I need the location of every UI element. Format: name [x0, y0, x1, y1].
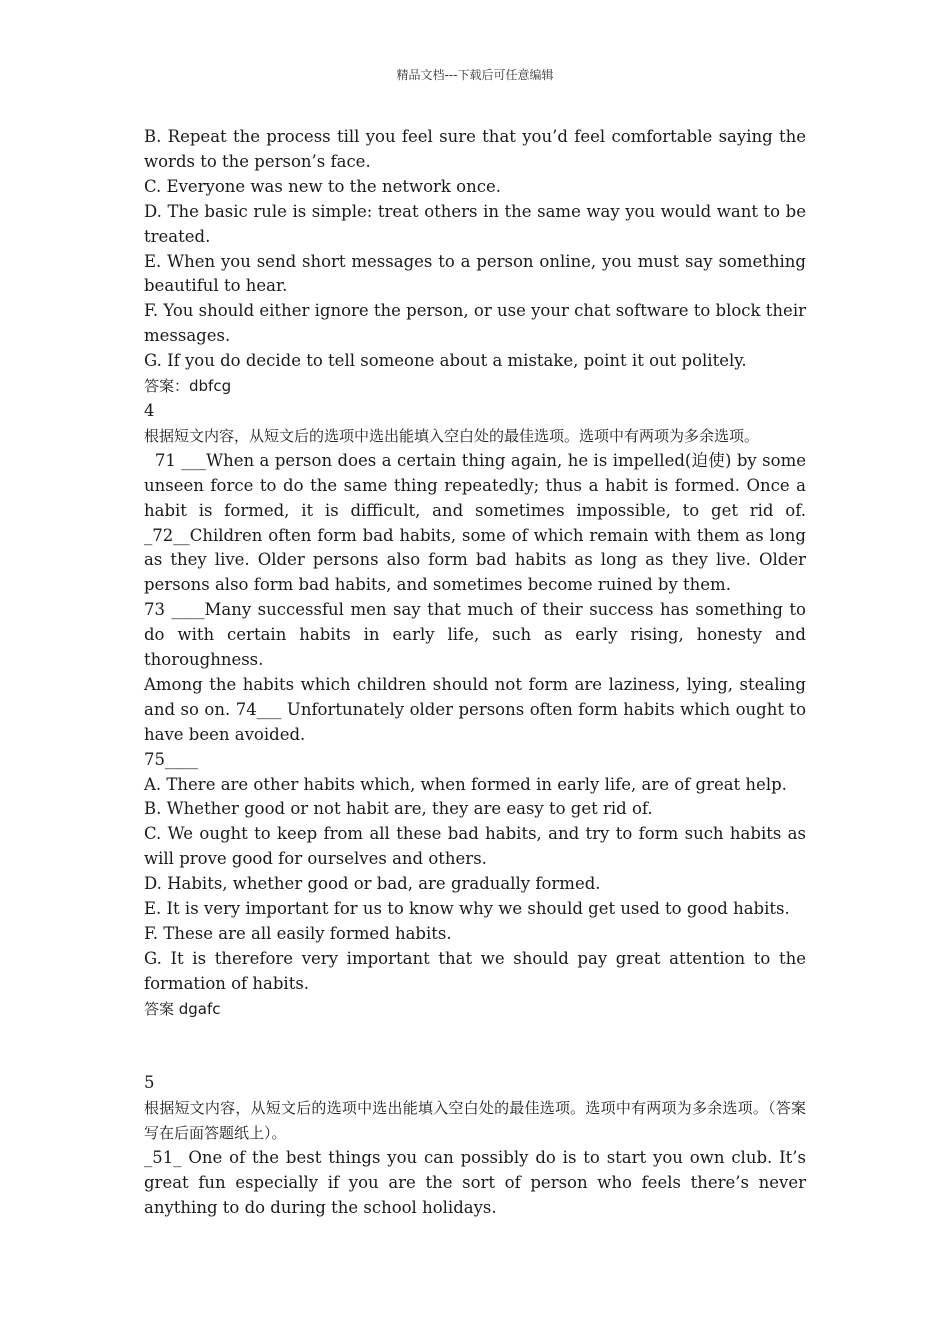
option-c: C. Everyone was new to the network once. [144, 176, 501, 196]
option-e: E. When you send short messages to a person online, you must say something beautiful to hear. [144, 251, 806, 296]
passage-4-para-1: 71 ___When a person does a certain thing again, he is impelled(迫使) by some unseen force to do the same thing repeatedly; thus a habit is formed. Once a habit is formed, it is difficult, and sometimes impossible, to get rid of. _72__Children often form bad habits, some of which remain with them as long as they live. Older persons also form bad habits as long as they live. Older persons also form bad habits, and sometimes become ruined by them. [144, 450, 812, 595]
passage-4-para-2: 73 ____Many successful men say that much of their success has something to do with certain habits in early life, such as early rising, honesty and thoroughness. [144, 600, 806, 670]
option-c: C. We ought to keep from all these bad habits, and try to form such habits as will prove good for ourselves and others. [144, 824, 806, 869]
option-g: G. If you do decide to tell someone about a mistake, point it out politely. [144, 351, 747, 371]
passage-4-para-3: Among the habits which children should not form are laziness, lying, stealing and so on. 74___ Unfortunately older persons often form habits which ought to have been avoided. [144, 674, 806, 744]
option-d: D. The basic rule is simple: treat others in the same way you would want to be treated. [144, 201, 806, 246]
instruction-5: 根据短文内容，从短文后的选项中选出能填入空白处的最佳选项。选项中有两项为多余选项。（答案写在后面答题纸上）。 [144, 1099, 806, 1143]
answer-3: 答案：dbfcg [144, 377, 232, 396]
passage-4-para-4: 75____ [144, 749, 198, 769]
option-f: F. You should either ignore the person, or use your chat software to block their messages. [144, 301, 806, 346]
option-g: G. It is therefore very important that we should pay great attention to the formation of habits. [144, 948, 806, 993]
option-e: E. It is very important for us to know why we should get used to good habits. [144, 899, 790, 919]
spacer [144, 1022, 806, 1072]
option-d: D. Habits, whether good or bad, are gradually formed. [144, 874, 601, 894]
option-b: B. Repeat the process till you feel sure that you’d feel comfortable saying the words to the person’s face. [144, 127, 806, 171]
passage-5-para-1: _51_ One of the best things you can possibly do is to start you own club. It’s great fun especially if you are the sort of person who feels there’s never anything to do during the school holidays. [144, 1148, 806, 1217]
instruction-4: 根据短文内容，从短文后的选项中选出能填入空白处的最佳选项。选项中有两项为多余选项。 [144, 426, 760, 445]
page-header: 精品文档---下载后可任意编辑 [396, 68, 554, 82]
option-f: F. These are all easily formed habits. [144, 924, 452, 943]
section-number-4: 4 [144, 400, 155, 420]
option-a: A. There are other habits which, when formed in early life, are of great help. [144, 774, 787, 794]
document-body [144, 125, 812, 1221]
option-b: B. Whether good or not habit are, they are easy to get rid of. [144, 799, 653, 819]
section-number-5: 5 [144, 1073, 155, 1093]
answer-4: 答案 dgafc [144, 999, 221, 1018]
